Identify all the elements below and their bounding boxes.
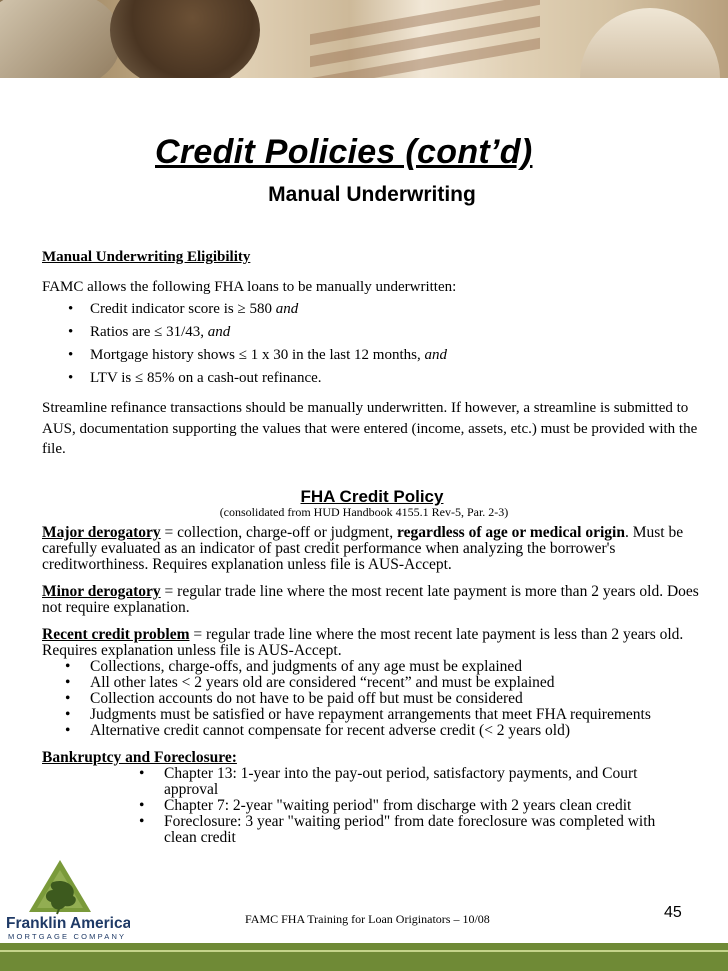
- capitol-dome-image: [580, 8, 720, 78]
- list-item: • All other lates < 2 years old are considered “recent” and must be explained: [65, 675, 707, 691]
- list-item: • Judgments must be satisfied or have repayment arrangements that meet FHA requirements: [65, 707, 707, 723]
- banner-photo-person-left: [0, 0, 120, 78]
- footer-bar-line: [0, 950, 728, 952]
- footer-text: FAMC FHA Training for Loan Originators – 10/08: [245, 912, 490, 926]
- streamline-paragraph: Streamline refinance transactions should be manually underwritten. If however, a streamline is submitted to AUS, documentation supporting the values that were entered (income, assets, etc.) must be provided with the file.: [42, 400, 698, 457]
- list-item: • Collections, charge-offs, and judgments of any age must be explained: [65, 659, 707, 675]
- list-item: • Chapter 13: 1-year into the pay-out period, satisfactory payments, and Court approval: [139, 766, 684, 798]
- franklin-american-logo: [5, 858, 130, 942]
- eligibility-heading: Manual Underwriting Eligibility: [42, 249, 251, 265]
- eligibility-list: [42, 300, 702, 388]
- header-photo-banner: [0, 0, 728, 78]
- svg-text:Franklin American: Franklin American: [6, 915, 130, 932]
- major-derogatory-paragraph: Major derogatory = collection, charge-off or judgment, regardless of age or medical origin. Must be carefully evaluated as an indicator of past credit performance when analyzing the borrower's creditworthiness. Requires explanation unless file is AUS-Accept.: [42, 524, 684, 573]
- banner-photo-person-right: [110, 0, 260, 78]
- minor-derogatory-paragraph: Minor derogatory = regular trade line where the most recent late payment is more than 2 years old. Does not require explanation.: [42, 583, 699, 616]
- list-item: • Mortgage history shows ≤ 1 x 30 in the last 12 months, and: [68, 346, 702, 365]
- list-item: • LTV is ≤ 85% on a cash-out refinance.: [68, 369, 702, 388]
- recent-credit-paragraph: Recent credit problem = regular trade line where the most recent late payment is less than 2 years old. Requires explanation unless file is AUS-Accept.: [42, 626, 684, 659]
- list-item: • Chapter 7: 2-year "waiting period" from discharge with 2 years clean credit: [139, 798, 684, 814]
- list-item: • Ratios are ≤ 31/43, and: [68, 323, 702, 342]
- recent-credit-list: [42, 659, 707, 739]
- svg-text:MORTGAGE COMPANY: MORTGAGE COMPANY: [8, 932, 127, 941]
- bankruptcy-list: [42, 766, 707, 846]
- eligibility-section: [42, 248, 702, 460]
- slide-subtitle: Manual Underwriting: [268, 183, 476, 206]
- footer-bar: [0, 943, 728, 971]
- fha-policy-body: [42, 525, 707, 846]
- list-item: • Credit indicator score is ≥ 580 and: [68, 300, 702, 319]
- bankruptcy-heading: Bankruptcy and Foreclosure:: [42, 749, 237, 766]
- list-item: • Collection accounts do not have to be paid off but must be considered: [65, 691, 707, 707]
- fha-policy-source: (consolidated from HUD Handbook 4155.1 Rev-5, Par. 2-3): [219, 505, 509, 519]
- page-number: 45: [664, 904, 682, 921]
- eligibility-intro: FAMC allows the following FHA loans to be manually underwritten:: [42, 279, 457, 295]
- list-item: • Alternative credit cannot compensate for recent adverse credit (< 2 years old): [65, 723, 707, 739]
- slide-title: Credit Policies (cont’d): [155, 133, 533, 171]
- fha-policy-title: FHA Credit Policy: [300, 487, 444, 506]
- list-item: • Foreclosure: 3 year "waiting period" from date foreclosure was completed with clean credit: [139, 814, 684, 846]
- oak-leaf-icon: [5, 858, 130, 942]
